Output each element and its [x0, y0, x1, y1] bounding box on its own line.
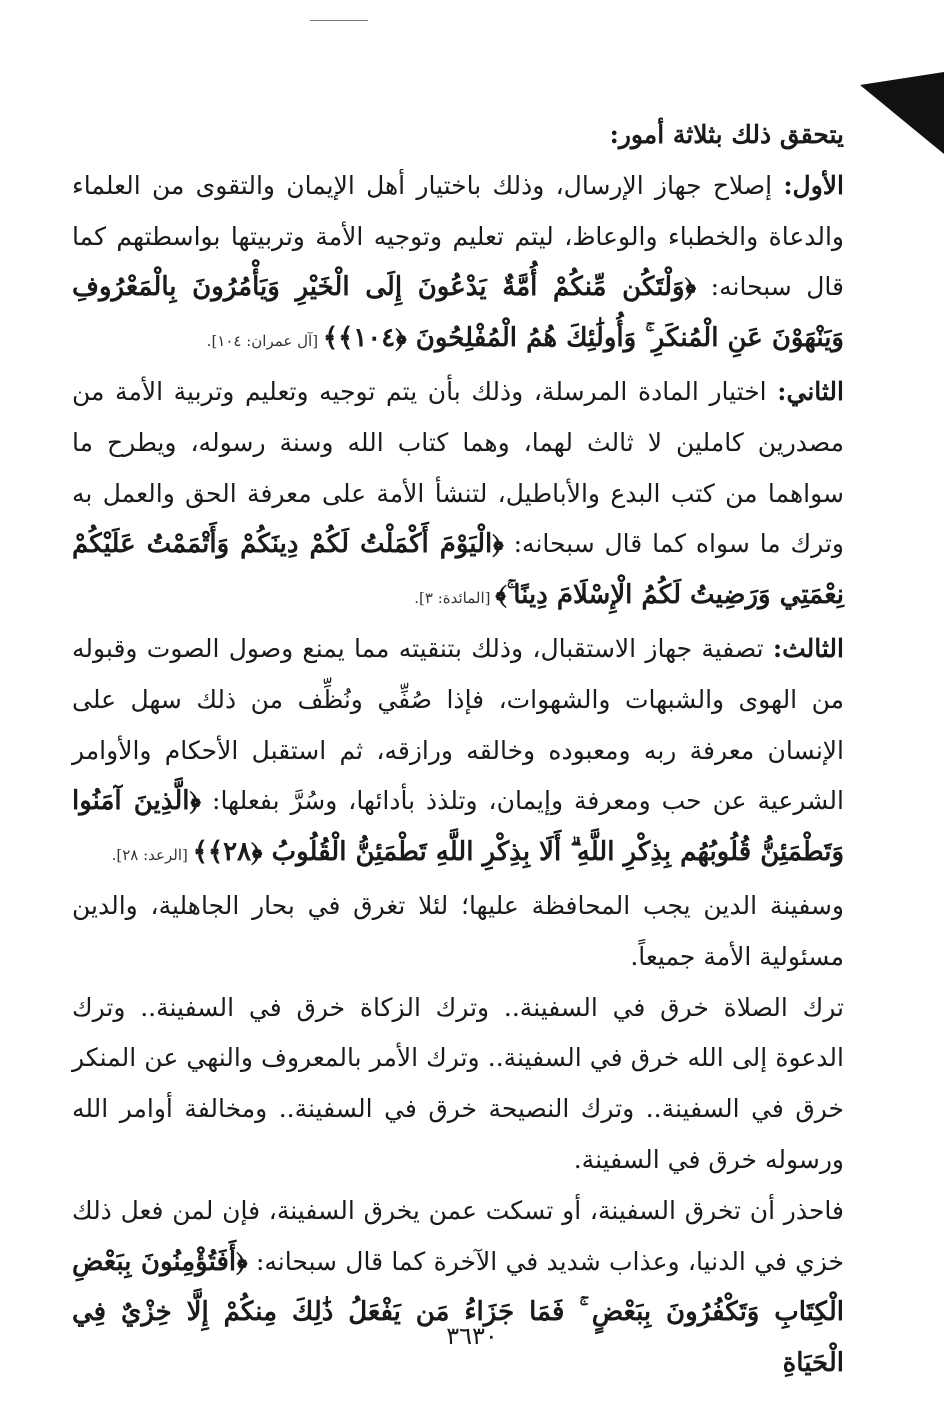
paragraph-first-text: إصلاح جهاز الإرسال، وذلك باختيار أهل الإيمان والتقوى من العلماء والدعاة والخطباء والوعاظ، ليتم تعليم وتوجيه الأمة وتربيتها بواسطتهم كما قال سبحانه: — [72, 170, 844, 302]
paragraph-second-lead: الثاني: — [777, 376, 844, 406]
quran-ref-first: [آل عمران: ١٠٤]. — [206, 332, 323, 351]
quran-ref-second: [المائدة: ٣]. — [414, 589, 496, 608]
paragraph-first-lead: الأول: — [783, 170, 844, 200]
paragraph-third-text: تصفية جهاز الاستقبال، وذلك بتنقيته مما يمنع وصول الصوت وقبوله من الهوى والشبهات والشهوات، فإذا صُفِّي ونُظِّف من ذلك سهل على الإنسان معرفة ربه ومعبوده وخالقه ورازقه، ثم استقبل الأحكام والأوامر الشرعية عن حب ومعرفة وإيمان، وتلذذ بأدائها، وسُرَّ بفعلها: — [72, 633, 844, 816]
body-text — [72, 110, 844, 1389]
quran-quote-first: ﴿وَلْتَكُن مِّنكُمْ أُمَّةٌ يَدْعُونَ إِلَى الْخَيْرِ وَيَأْمُرُونَ بِالْمَعْرُوفِ وَيَنْهَوْنَ عَنِ الْمُنكَرِ ۚ وَأُولَٰئِكَ هُمُ الْمُفْلِحُونَ ﴿١٠٤﴾﴾ — [72, 272, 844, 354]
paragraph-second — [72, 367, 844, 624]
page-number: ٣٦٣٠ — [446, 1322, 498, 1350]
corner-tab-marker — [860, 51, 944, 154]
paragraph-third — [72, 624, 844, 881]
section-heading: يتحقق ذلك بثلاثة أمور: — [609, 120, 844, 149]
quran-ref-third: [الرعد: ٢٨]. — [111, 846, 193, 865]
paragraph-ship-of-religion: وسفينة الدين يجب المحافظة عليها؛ لئلا تغرق في بحار الجاهلية، والدين مسئولية الأمة جميعاً. — [72, 890, 844, 971]
quran-quote-fourth: ﴿أَفَتُؤْمِنُونَ بِبَعْضِ الْكِتَابِ وَتَكْفُرُونَ بِبَعْضٍ ۚ فَمَا جَزَاءُ مَن يَفْعَلُ ذَٰلِكَ مِنكُمْ إِلَّا خِزْيٌ فِي الْحَيَاةِ — [72, 1246, 844, 1379]
paragraph-holes-in-ship: ترك الصلاة خرق في السفينة.. وترك الزكاة خرق في السفينة.. وترك الدعوة إلى الله خرق في السفينة.. وترك الأمر بالمعروف والنهي عن المنكر خرق في السفينة.. وترك النصيحة خرق في السفينة.. ومخالفة أوامر الله ورسوله خرق في السفينة. — [72, 992, 844, 1174]
quran-quote-third: ﴿الَّذِينَ آمَنُوا وَتَطْمَئِنُّ قُلُوبُهُم بِذِكْرِ اللَّهِ ۗ أَلَا بِذِكْرِ اللَّهِ تَطْمَئِنُّ الْقُلُوبُ ﴿٢٨﴾﴾ — [72, 786, 844, 868]
paragraph-third-lead: الثالث: — [772, 633, 844, 663]
paragraph-warning-text: فاحذر أن تخرق السفينة، أو تسكت عمن يخرق السفينة، فإن لمن فعل ذلك خزي في الدنيا، وعذاب شديد في الآخرة كما قال سبحانه: — [72, 1195, 844, 1276]
top-rule — [310, 20, 368, 21]
paragraph-second-text: اختيار المادة المرسلة، وذلك بأن يتم توجيه وتعليم وتربية الأمة من مصدرين كاملين لا ثالث لهما، وهما كتاب الله وسنة رسوله، ويطرح ما سواهما من كتب البدع والأباطيل، لتنشأ الأمة على معرفة الحق والعمل به وترك ما سواه كما قال سبحانه: — [72, 376, 844, 559]
paragraph-warning — [72, 1186, 844, 1389]
quran-quote-second: ﴿الْيَوْمَ أَكْمَلْتُ لَكُمْ دِينَكُمْ وَأَتْمَمْتُ عَلَيْكُمْ نِعْمَتِي وَرَضِيتُ لَكُمُ الْإِسْلَامَ دِينًا ۚ﴾ — [72, 529, 844, 611]
paragraph-first — [72, 161, 844, 367]
